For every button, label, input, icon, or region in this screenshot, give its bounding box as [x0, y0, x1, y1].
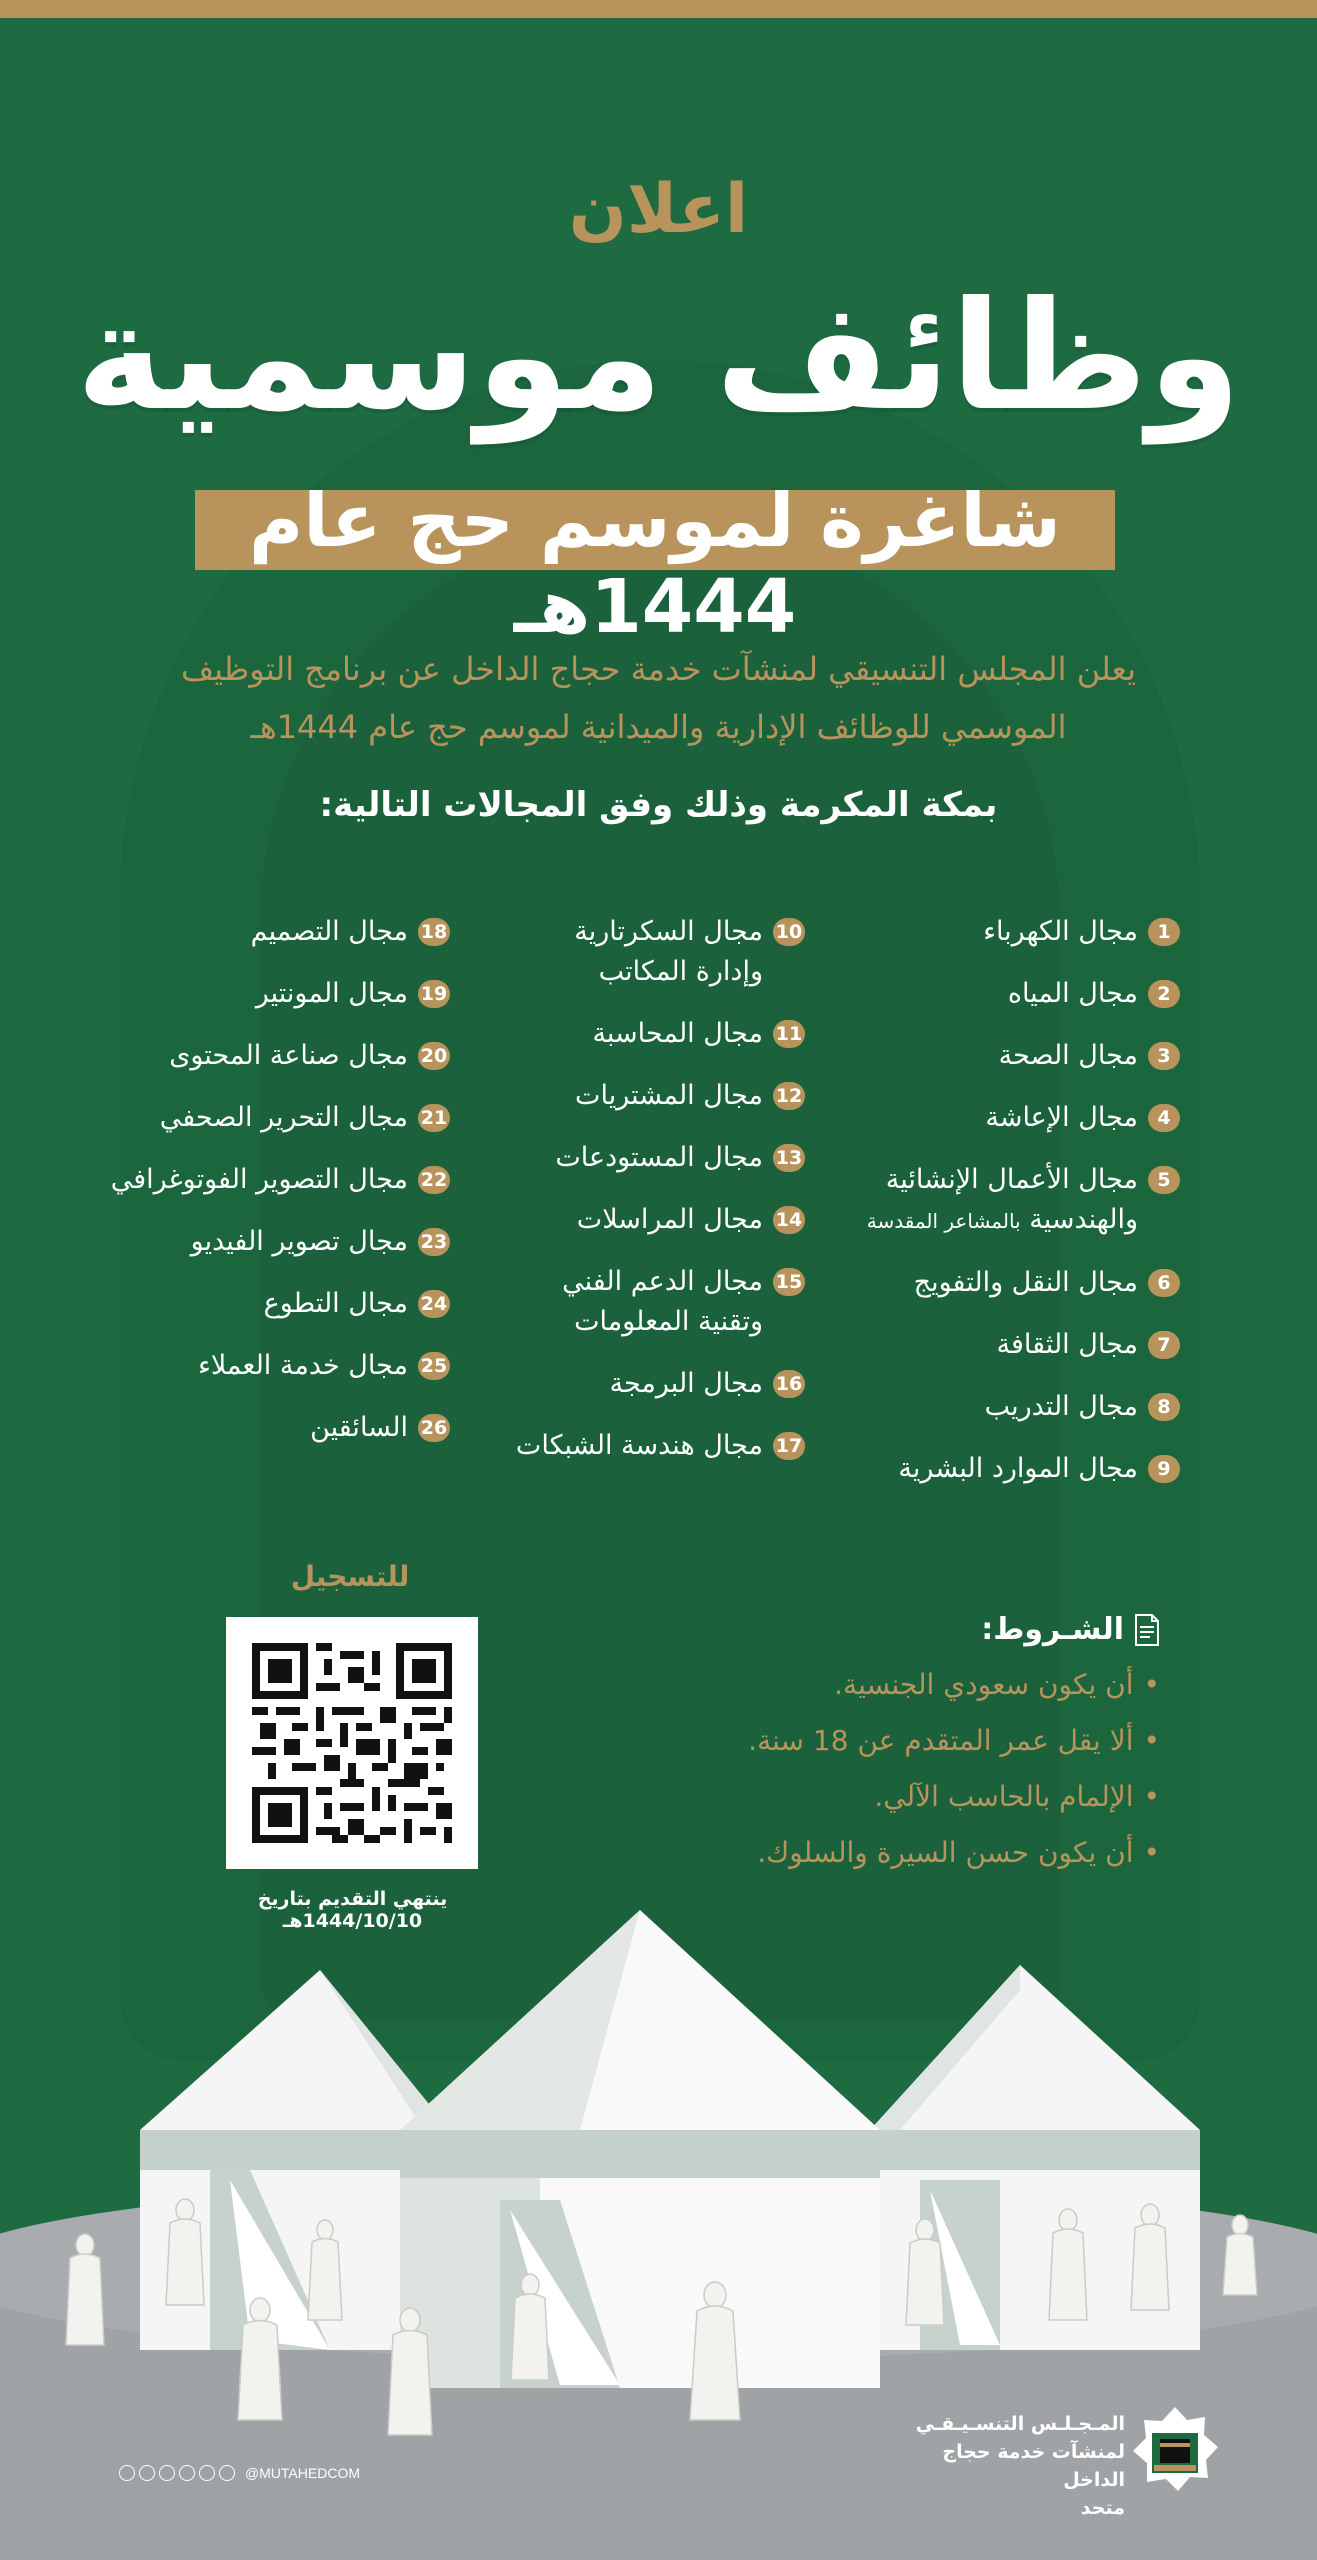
fields-column-2: [480, 912, 805, 1488]
field-item: [105, 1222, 450, 1262]
field-label: مجال الدعم الفني: [562, 1266, 763, 1297]
field-item: [105, 1346, 450, 1386]
field-item: [105, 1036, 450, 1076]
qr-code-card[interactable]: [226, 1617, 478, 1869]
field-item: [845, 974, 1180, 1014]
field-number: 11: [773, 1020, 805, 1048]
field-item: [845, 1387, 1180, 1427]
field-number: 21: [418, 1104, 450, 1132]
field-number: 26: [418, 1414, 450, 1442]
conditions-list: [620, 1665, 1160, 1889]
youtube-icon[interactable]: [179, 2465, 195, 2481]
bullet-icon: •: [1143, 1836, 1160, 1869]
bullet-icon: •: [1143, 1780, 1160, 1813]
field-item: [480, 912, 805, 992]
field-number: 22: [418, 1166, 450, 1194]
field-label-line-3: بالمشاعر المقدسة: [866, 1209, 1021, 1233]
social-handle[interactable]: @MUTAHEDCOM: [244, 2465, 360, 2481]
main-title: وظائف موسمية: [75, 270, 1242, 444]
field-label: مجال صناعة المحتوى: [169, 1040, 408, 1071]
field-number: 24: [418, 1290, 450, 1318]
tent-center-icon: [400, 1910, 880, 2388]
conditions-title: [880, 1612, 1160, 1647]
field-item: [105, 1098, 450, 1138]
fields-column-1: [845, 912, 1180, 1511]
field-item: [845, 1325, 1180, 1365]
field-label-line-2: والهندسية: [1029, 1204, 1138, 1235]
field-label: مجال الأعمال الإنشائية: [885, 1164, 1138, 1195]
field-label: مجال الصحة: [998, 1040, 1138, 1071]
field-label: مجال المياه: [1007, 978, 1138, 1009]
field-item: [105, 912, 450, 952]
intro-line-1: يعلن المجلس التنسيقي لمنشآت خدمة حجاج الداخل عن برنامج التوظيف: [181, 650, 1136, 688]
field-label-block: [845, 1160, 1138, 1241]
condition-text: أن يكون سعودي الجنسية.: [834, 1668, 1134, 1701]
field-label: مجال التصوير الفوتوغرافي: [110, 1164, 408, 1195]
field-number: 4: [1148, 1104, 1180, 1132]
organization-line-3: متحد: [1080, 2497, 1125, 2519]
field-item: [845, 1449, 1180, 1489]
field-label-block: [480, 1262, 763, 1342]
subtitle: شاغرة لموسم حج عام 1444هـ: [249, 478, 1061, 650]
field-item: [105, 1408, 450, 1448]
field-number: 12: [773, 1082, 805, 1110]
field-label: مجال الموارد البشرية: [898, 1453, 1138, 1484]
organization-line-1: المـجـلـس التنسـيـقـي: [915, 2413, 1125, 2435]
field-label: مجال الثقافة: [996, 1329, 1138, 1360]
organization-logo-icon: [1130, 2405, 1220, 2495]
document-icon: [1134, 1614, 1160, 1646]
bullet-icon: •: [1143, 1724, 1160, 1757]
field-number: 5: [1148, 1166, 1180, 1194]
field-label: مجال المراسلات: [576, 1204, 763, 1235]
condition-text: ألا يقل عمر المتقدم عن 18 سنة.: [748, 1724, 1134, 1757]
bullet-icon: •: [1143, 1668, 1160, 1701]
facebook-icon[interactable]: [139, 2465, 155, 2481]
conditions-title-text: الشـروط:: [981, 1612, 1124, 1647]
snapchat-icon[interactable]: [219, 2465, 235, 2481]
field-number: 20: [418, 1042, 450, 1070]
field-label: مجال المشتريات: [575, 1080, 763, 1111]
field-item: [845, 912, 1180, 952]
field-label: مجال المحاسبة: [592, 1018, 763, 1049]
field-label: مجال المونتير: [255, 978, 408, 1009]
field-item: [845, 1160, 1180, 1241]
field-number: 3: [1148, 1042, 1180, 1070]
deadline-text: ينتهي التقديم بتاريخ 1444/10/10هـ: [257, 1888, 448, 1932]
field-item: [845, 1036, 1180, 1076]
field-number: 25: [418, 1352, 450, 1380]
field-number: 10: [773, 918, 805, 946]
condition-item: [620, 1721, 1160, 1761]
fields-column-3: [105, 912, 450, 1470]
field-number: 14: [773, 1206, 805, 1234]
social-links: [100, 2465, 360, 2481]
field-label: مجال التطوع: [263, 1288, 408, 1319]
field-item: [480, 1014, 805, 1054]
condition-item: [620, 1777, 1160, 1817]
field-number: 9: [1148, 1455, 1180, 1483]
field-label-block: [480, 912, 763, 992]
condition-item: [620, 1665, 1160, 1705]
field-number: 7: [1148, 1331, 1180, 1359]
instagram-icon[interactable]: [159, 2465, 175, 2481]
field-label: مجال هندسة الشبكات: [515, 1430, 763, 1461]
field-label: مجال المستودعات: [555, 1142, 763, 1173]
field-item: [480, 1200, 805, 1240]
field-item: [480, 1262, 805, 1342]
field-label: مجال التصميم: [250, 916, 408, 947]
field-number: 16: [773, 1370, 805, 1398]
intro-text: [130, 640, 1187, 756]
field-label: مجال البرمجة: [609, 1368, 763, 1399]
field-label: مجال النقل والتفويج: [913, 1267, 1138, 1298]
condition-text: الإلمام بالحاسب الآلي.: [874, 1780, 1134, 1813]
field-item: [845, 1263, 1180, 1303]
field-item: [105, 1284, 450, 1324]
announcement-heading: اعلان: [568, 170, 749, 249]
intro-line-2: الموسمي للوظائف الإدارية والميدانية لموسم حج عام 1444هـ: [250, 708, 1067, 746]
condition-item: [620, 1833, 1160, 1873]
field-number: 19: [418, 980, 450, 1008]
field-item: [105, 1160, 450, 1200]
field-item: [480, 1364, 805, 1404]
twitter-icon[interactable]: [119, 2465, 135, 2481]
field-number: 23: [418, 1228, 450, 1256]
field-number: 2: [1148, 980, 1180, 1008]
field-label-line-2: وتقنية المعلومات: [574, 1306, 763, 1337]
linkedin-icon[interactable]: [199, 2465, 215, 2481]
field-label: مجال خدمة العملاء: [198, 1350, 408, 1381]
organization-line-2: لمنشآت خدمة حجاج الداخل: [942, 2441, 1125, 2491]
field-label: مجال الإعاشة: [985, 1102, 1138, 1133]
field-item: [105, 974, 450, 1014]
field-item: [480, 1076, 805, 1116]
condition-text: أن يكون حسن السيرة والسلوك.: [757, 1836, 1134, 1869]
field-item: [845, 1098, 1180, 1138]
field-item: [480, 1138, 805, 1178]
field-number: 8: [1148, 1393, 1180, 1421]
field-number: 18: [418, 918, 450, 946]
field-label: مجال التحرير الصحفي: [159, 1102, 408, 1133]
field-number: 13: [773, 1144, 805, 1172]
qr-code-icon[interactable]: [252, 1643, 452, 1843]
field-label: مجال التدريب: [984, 1391, 1138, 1422]
field-number: 6: [1148, 1269, 1180, 1297]
organization-name: [880, 2410, 1125, 2522]
field-item: [480, 1426, 805, 1466]
field-number: 17: [773, 1432, 805, 1460]
field-label: مجال الكهرباء: [983, 916, 1138, 947]
field-number: 1: [1148, 918, 1180, 946]
top-gold-bar: [0, 0, 1317, 18]
field-label: مجال السكرتارية: [574, 916, 763, 947]
field-label-line-2: وإدارة المكاتب: [598, 956, 763, 987]
registration-label: للتسجيل: [290, 1560, 410, 1593]
field-label: السائقين: [310, 1412, 408, 1443]
fields-heading: بمكة المكرمة وذلك وفق المجالات التالية:: [319, 785, 998, 825]
field-number: 15: [773, 1268, 805, 1296]
field-label: مجال تصوير الفيديو: [190, 1226, 408, 1257]
